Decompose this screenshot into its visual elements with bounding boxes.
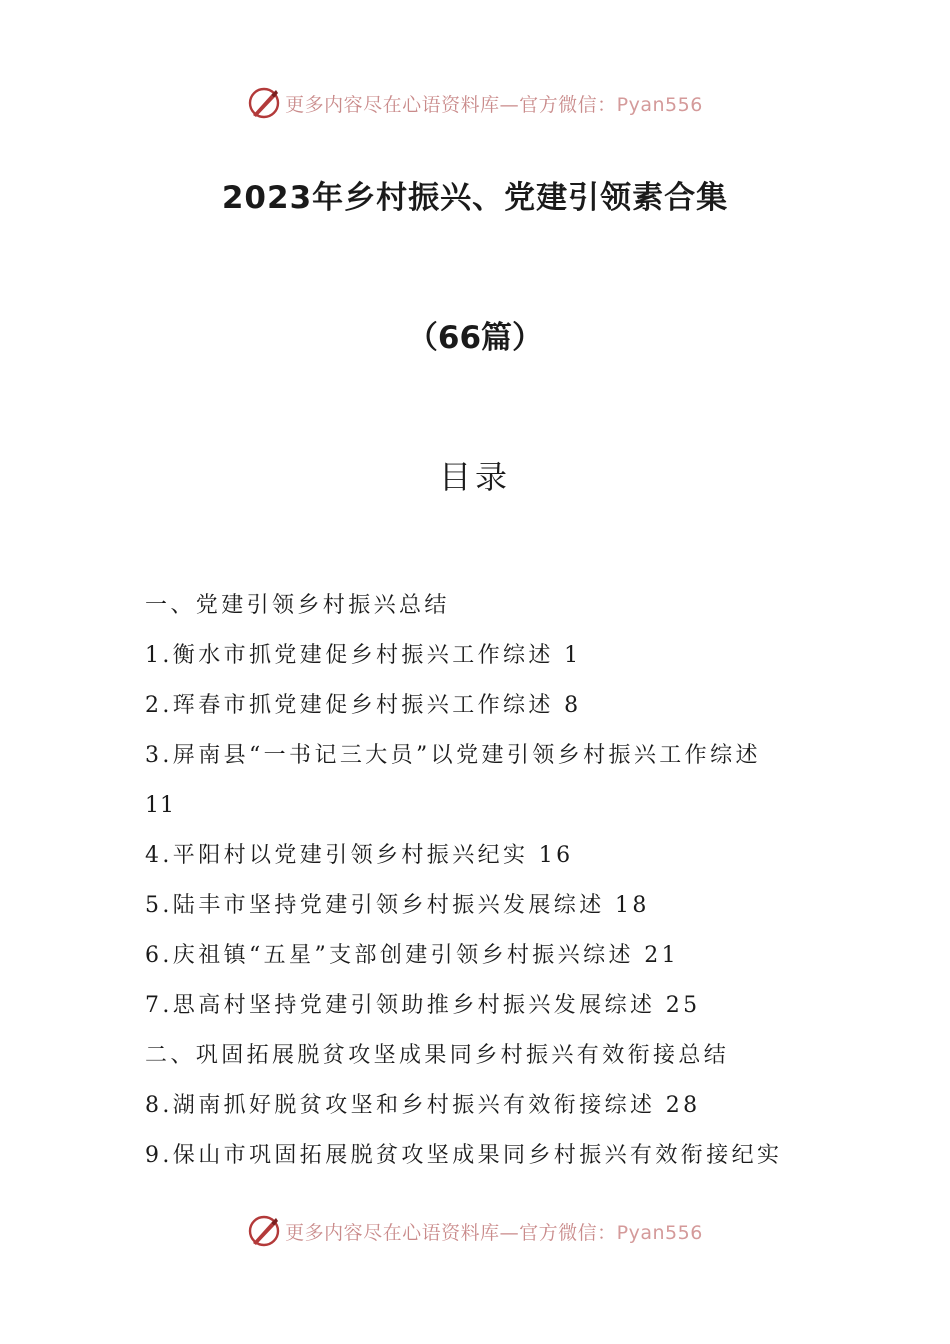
document-title: 2023年乡村振兴、党建引领素合集 xyxy=(221,180,729,216)
document-subtitle: （66篇） xyxy=(406,320,544,356)
toc-entry-page-continuation: 11 xyxy=(145,793,175,818)
watermark-text: 更多内容尽在心语资料库—官方微信：Pyan556 xyxy=(285,1221,703,1244)
toc-entry: 6.庆祖镇“五星”支部创建引领乡村振兴综述 21 xyxy=(145,943,680,968)
toc-entry: 1.衡水市抓党建促乡村振兴工作综述 1 xyxy=(145,643,582,668)
toc-heading: 目录 xyxy=(438,458,511,496)
toc-entry: 2.珲春市抓党建促乡村振兴工作综述 8 xyxy=(145,693,582,718)
toc-entry: 5.陆丰市坚持党建引领乡村振兴发展综述 18 xyxy=(145,893,650,918)
watermark-footer xyxy=(0,1211,950,1251)
toc-entry: 3.屏南县“一书记三大员”以党建引领乡村振兴工作综述 xyxy=(145,743,761,768)
pen-circle-icon xyxy=(247,86,281,120)
toc-entry: 9.保山市巩固拓展脱贫攻坚成果同乡村振兴有效衔接纪实 xyxy=(145,1143,783,1168)
watermark-header xyxy=(0,83,950,123)
pen-circle-icon xyxy=(247,1214,281,1248)
toc-entry: 4.平阳村以党建引领乡村振兴纪实 16 xyxy=(145,843,574,868)
watermark-text: 更多内容尽在心语资料库—官方微信：Pyan556 xyxy=(285,93,703,116)
toc-section-heading: 二、巩固拓展脱贫攻坚成果同乡村振兴有效衔接总结 xyxy=(145,1043,730,1068)
toc-entry: 8.湖南抓好脱贫攻坚和乡村振兴有效衔接综述 28 xyxy=(145,1093,701,1118)
toc-entry: 7.思高村坚持党建引领助推乡村振兴发展综述 25 xyxy=(145,993,701,1018)
toc-section-heading: 一、党建引领乡村振兴总结 xyxy=(145,593,450,618)
table-of-contents xyxy=(145,585,825,1185)
